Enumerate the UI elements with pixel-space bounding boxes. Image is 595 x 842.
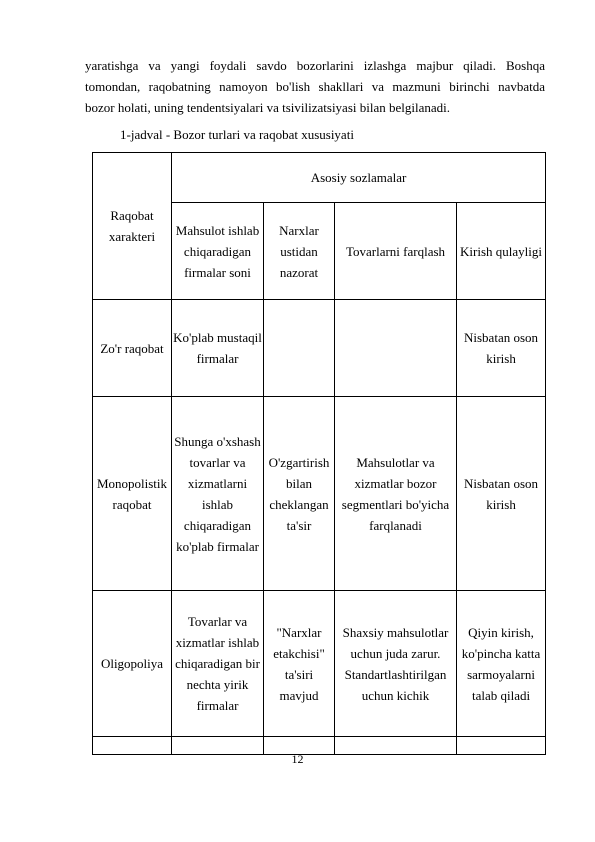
table-cell xyxy=(335,300,457,397)
table-cell: Nisbatan oson kirish xyxy=(457,397,546,591)
table-cell: Qiyin kirish, ko'pincha katta sarmoyalarni talab qiladi xyxy=(457,591,546,737)
paragraph-line: yaratishga va yangi foydali savdo bozorlarini izlashga majbur qiladi. Boshqa xyxy=(85,58,545,73)
table-cell: Nisbatan oson kirish xyxy=(457,300,546,397)
table-cell: Shunga o'xshash tovarlar va xizmatlarni ishlab chiqaradigan ko'plab firmalar xyxy=(172,397,264,591)
table-cell: "Narxlar etakchisi" ta'siri mavjud xyxy=(264,591,335,737)
market-types-table xyxy=(92,152,546,755)
row-header-cell: Raqobat xarakteri xyxy=(93,153,172,300)
table-cell xyxy=(264,300,335,397)
paragraph-line: bozor holati, uning tendentsiyalari va tsivilizatsiyasi bilan belgilanadi. xyxy=(85,100,450,115)
column-header-price-control: Narxlar ustidan nazorat xyxy=(264,203,335,300)
table-cell: O'zgartirish bilan cheklangan ta'sir xyxy=(264,397,335,591)
table-cell: Shaxsiy mahsulotlar uchun juda zarur. Standartlashtirilgan uchun kichik xyxy=(335,591,457,737)
table-caption: 1-jadval - Bozor turlari va raqobat xususiyati xyxy=(120,127,354,142)
body-paragraph xyxy=(85,55,545,118)
column-header-firms-count: Mahsulot ishlab chiqaradigan firmalar soni xyxy=(172,203,264,300)
table-row xyxy=(93,397,546,591)
paragraph-line: tomondan, raqobatning namoyon bo'lish shakllari va mazmuni birinchi navbatda xyxy=(85,79,545,94)
table-cell: Mahsulotlar va xizmatlar bozor segmentlari bo'yicha farqlanadi xyxy=(335,397,457,591)
row-type-cell: Zo'r raqobat xyxy=(93,300,172,397)
table-cell: Tovarlar va xizmatlar ishlab chiqaradigan bir nechta yirik firmalar xyxy=(172,591,264,737)
table-row xyxy=(93,300,546,397)
table-cell: Ko'plab mustaqil firmalar xyxy=(172,300,264,397)
table-header-row xyxy=(93,153,546,203)
column-header-entry-ease: Kirish qulayligi xyxy=(457,203,546,300)
row-type-cell: Oligopoliya xyxy=(93,591,172,737)
table-row xyxy=(93,591,546,737)
column-header-product-differentiation: Tovarlarni farqlash xyxy=(335,203,457,300)
group-header-cell: Asosiy sozlamalar xyxy=(172,153,546,203)
row-type-cell: Monopolistik raqobat xyxy=(93,397,172,591)
page-number: 12 xyxy=(291,752,304,766)
